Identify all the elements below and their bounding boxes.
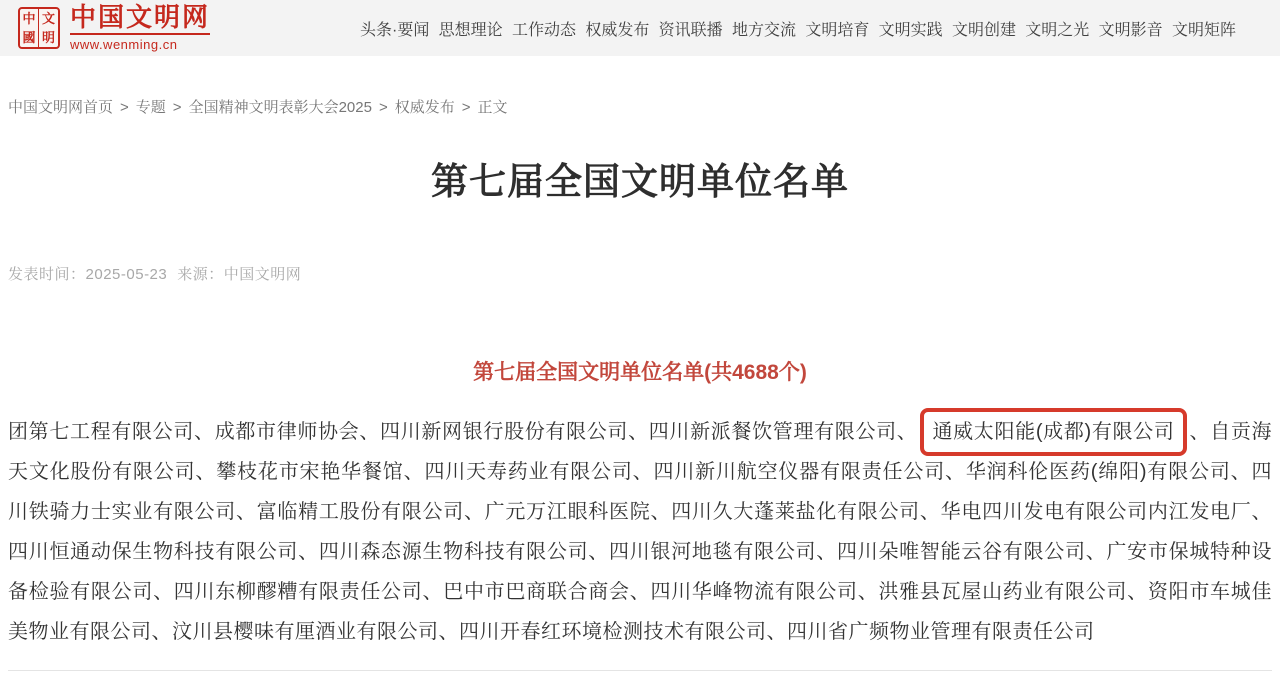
site-name: 中国文明网 xyxy=(70,4,210,35)
breadcrumb-current-article: 正文 xyxy=(477,99,508,116)
list-text-before: 团第七工程有限公司、成都市律师协会、四川新网银行股份有限公司、四川新派餐饮管理有限公司、 xyxy=(8,421,918,443)
nav-item-light[interactable]: 文明之光 xyxy=(1025,21,1090,39)
bottom-divider xyxy=(8,670,1272,671)
nav-item-matrix[interactable]: 文明矩阵 xyxy=(1171,21,1236,39)
nav-item-creation[interactable]: 文明创建 xyxy=(951,21,1016,39)
nav-item-media[interactable]: 文明影音 xyxy=(1098,21,1163,39)
site-header xyxy=(0,0,1280,56)
wenming-seal-icon xyxy=(18,7,60,49)
unit-list-paragraph xyxy=(8,412,1272,652)
nav-item-headlines[interactable]: 头条·要闻 xyxy=(360,21,430,39)
logo-text xyxy=(70,1,211,53)
site-url: www.wenming.cn xyxy=(70,37,178,53)
nav-item-official-release[interactable]: 权威发布 xyxy=(585,21,650,39)
nav-item-work-news[interactable]: 工作动态 xyxy=(512,21,577,39)
breadcrumb-separator: > xyxy=(378,99,388,116)
publish-date: 2025-05-23 xyxy=(85,266,168,283)
breadcrumb-separator: > xyxy=(172,99,182,116)
breadcrumb xyxy=(8,96,1272,117)
breadcrumb-official-release[interactable]: 权威发布 xyxy=(394,99,455,116)
breadcrumb-ceremony-2025[interactable]: 全国精神文明表彰大会2025 xyxy=(188,99,372,116)
article-page xyxy=(0,96,1280,671)
breadcrumb-separator: > xyxy=(461,99,471,116)
highlighted-company: 通威太阳能(成都)有限公司 xyxy=(920,408,1186,456)
nav-item-practice[interactable]: 文明实践 xyxy=(878,21,943,39)
list-text-after: 、自贡海天文化股份有限公司、攀枝花市宋艳华餐馆、四川天寿药业有限公司、四川新川航空仪器有限责任公司、华润科伦医药(绵阳)有限公司、四川铁骑力士实业有限公司、富临精工股份有限公司、广元万江眼科医院、四川久大蓬莱盐化有限公司、华电四川发电有限公司内江发电厂、四川恒通动保生物科技有限公司、四川森态源生物科技有限公司、四川银河地毯有限公司、四川朵唯智能云谷有限公司、广安市保城特种设备检验有限公司、四川东柳醪糟有限责任公司、巴中市巴商联合商会、四川华峰物流有限公司、洪雅县瓦屋山药业有限公司、资阳市车城佳美物业有限公司、汶川县樱味有厘酒业有限公司、四川开春红环境检测技术有限公司、四川省广频物业管理有限责任公司 xyxy=(8,421,1273,643)
source-label: 来源： xyxy=(177,266,224,283)
list-subtitle: 第七届全国文明单位名单(共4688个) xyxy=(473,361,807,384)
seal-char: 中 xyxy=(20,9,39,28)
breadcrumb-topics[interactable]: 专题 xyxy=(135,99,166,116)
breadcrumb-separator: > xyxy=(120,99,129,116)
breadcrumb-home[interactable]: 中国文明网首页 xyxy=(8,99,114,116)
nav-item-local-exchange[interactable]: 地方交流 xyxy=(731,21,796,39)
seal-char: 文 xyxy=(41,10,55,26)
publish-time-label: 发表时间： xyxy=(8,266,86,283)
article-meta xyxy=(8,263,1272,284)
nav-item-cultivation[interactable]: 文明培育 xyxy=(805,21,870,39)
site-logo[interactable] xyxy=(18,1,211,53)
nav-item-info-broadcast[interactable]: 资讯联播 xyxy=(658,21,723,39)
seal-char: 國 xyxy=(20,28,39,47)
page-title: 第七届全国文明单位名单 xyxy=(431,161,849,202)
seal-char: 明 xyxy=(41,29,55,45)
main-nav xyxy=(360,17,1236,40)
source-name: 中国文明网 xyxy=(223,266,302,283)
nav-item-ideology[interactable]: 思想理论 xyxy=(438,21,503,39)
